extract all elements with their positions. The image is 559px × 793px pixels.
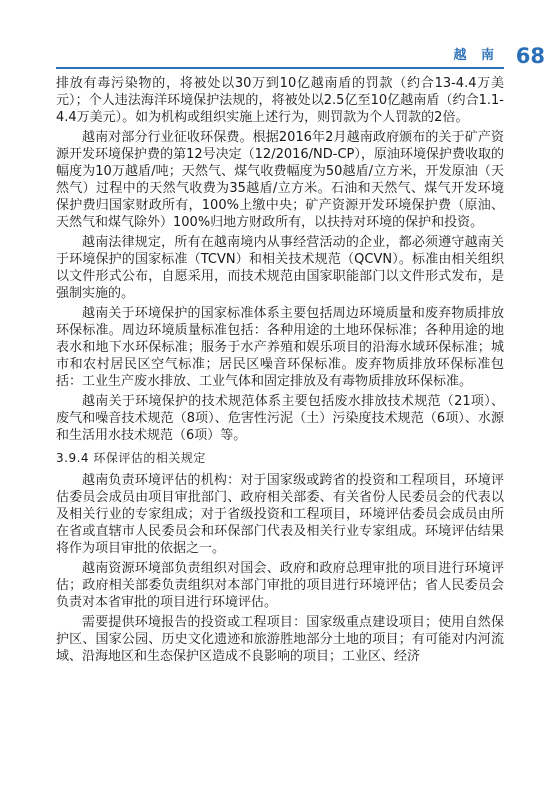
paragraph: 越南负责环境评估的机构：对于国家级或跨省的投资和工程项目，环境评估委员会成员由项目审批部门、政府相关部委、有关省份人民委员会的代表以及相关行业的专家组成；对于省级投资和工程项目，环境评估委员会成员由所在省或直辖市人民委员会和环保部门代表及相关行业专家组成。环境评估结果将作为项目审批的依据之一。 — [56, 473, 504, 556]
header-rule — [56, 67, 504, 69]
page-number: 68 — [515, 44, 545, 68]
running-head: 越 南 — [453, 48, 499, 63]
paragraph: 越南关于环境保护的国家标准体系主要包括周边环境质量和废弃物质排放环保标准。周边环境质量标准包括：各种用途的土地环保标准；各种用途的地表水和地下水环保标准；服务于水产养殖和娱乐项目的沿海水域环保标准；城市和农村居民区空气标准；居民区噪音环保标准。废弃物质排放环保标准包括：工业生产废水排放、工业气体和固定排放及有毒物质排放环保标准。 — [56, 306, 504, 389]
paragraph: 需要提供环境报告的投资或工程项目：国家级重点建设项目；使用自然保护区、国家公园、历史文化遗迹和旅游胜地部分土地的项目；有可能对内河流域、沿海地区和生态保护区造成不良影响的项目；工业区、经济 — [56, 615, 504, 664]
paragraph: 越南法律规定，所有在越南境内从事经营活动的企业，都必须遵守越南关于环境保护的国家标准（TCVN）和相关技术规范（QCVN）。标准由相关组织以文件形式公布，自愿采用，而技术规范由国家职能部门以文件形式发布，是强制实施的。 — [56, 235, 504, 301]
paragraph: 越南关于环境保护的技术规范体系主要包括废水排放技术规范（21项）、废气和噪音技术规范（8项）、危害性污泥（土）污染度技术规范（6项）、水源和生活用水技术规范（6项）等。 — [56, 394, 504, 443]
paragraph: 越南对部分行业征收环保费。根据2016年2月越南政府颁布的关于矿产资源开发环境保护费的第12号决定（12/2016/ND-CP），原油环境保护费收取的幅度为10万越盾/吨；天然气、煤气收费幅度为50越盾/立方米，开发原油（天然气）过程中的天然气收费为35越盾/立方米。石油和天然气、煤气开发环境保护费归国家财政所有，100%上缴中央；矿产资源开发环境保护费（原油、天然气和煤气除外）100%归地方财政所有，以扶持对环境的保护和投资。 — [56, 130, 504, 230]
body-text — [56, 75, 504, 668]
section-heading: 3.9.4 环保评估的相关规定 — [56, 451, 206, 465]
paragraph: 越南资源环境部负责组织对国会、政府和政府总理审批的项目进行环境评估；政府相关部委负责组织对本部门审批的项目进行环境评估；省人民委员会负责对本省审批的项目进行环境评估。 — [56, 561, 504, 610]
paragraph: 排放有毒污染物的，将被处以30万到10亿越南盾的罚款（约合13-4.4万美元）；个人违法海洋环境保护法规的，将被处以2.5亿至10亿越南盾（约合1.1-4.4万美元）。如为机构或组织实施上述行为，则罚款为个人罚款的2倍。 — [56, 76, 504, 125]
